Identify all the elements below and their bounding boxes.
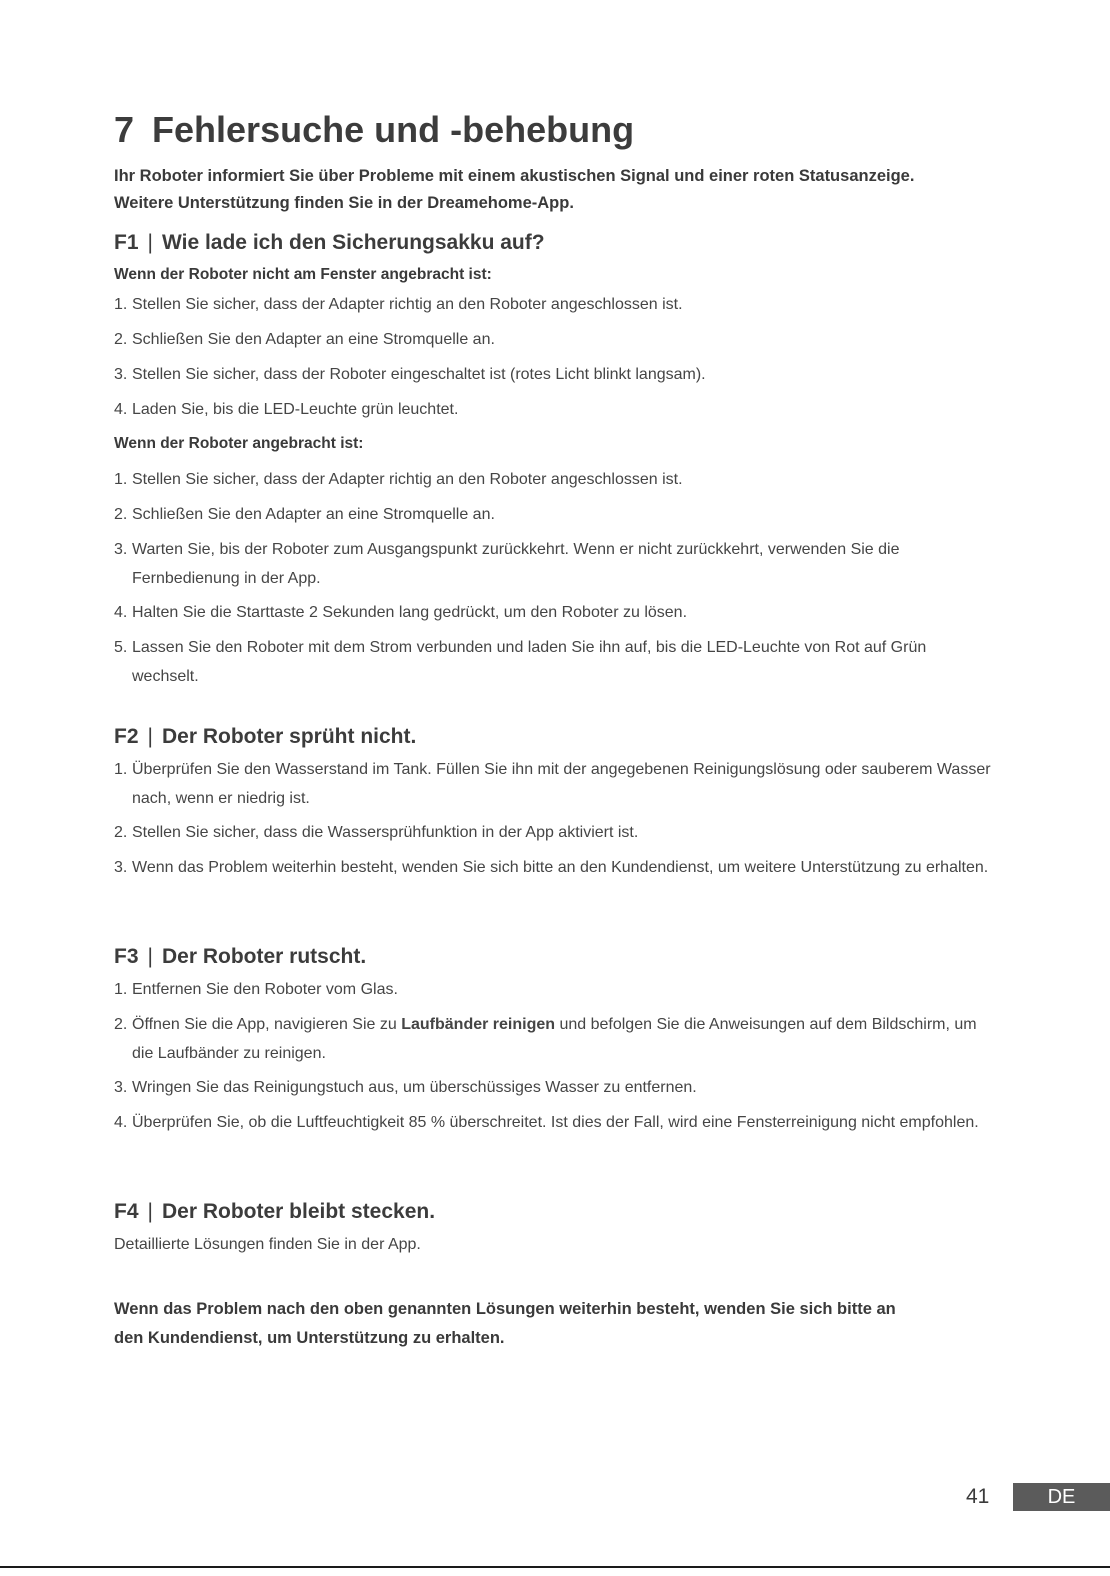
bottom-divider [0,1566,1110,1568]
item-number: 3. [114,366,128,383]
closing-line-1: Wenn das Problem nach den oben genannten Lösungen weiterhin besteht, wenden Sie sich bitte an [114,1300,896,1318]
item-number: 4. [114,1114,128,1131]
chapter-title [114,108,634,152]
item-text [132,1010,994,1068]
section-title: Der Roboter rutscht. [161,945,367,968]
item-number: 4. [114,604,128,621]
closing-note [114,1295,994,1353]
item-number: 3. [114,1079,128,1096]
f1-subheading-attached: Wenn der Roboter angebracht ist: [114,435,364,452]
list-item [114,1108,994,1137]
item-text-before: Öffnen Sie die App, navigieren Sie zu [132,1016,402,1033]
section-code: F2 [114,725,139,748]
list-item [114,395,994,424]
app-menu-reference: Laufbänder reinigen [401,1016,556,1033]
list-item [114,755,994,813]
list-item [114,465,994,494]
list-item [114,975,994,1004]
intro-line-2: Weitere Unterstützung finden Sie in der Dreamehome-App. [114,194,574,212]
item-number: 2. [114,1016,128,1033]
list-item [114,818,994,847]
item-text: Schließen Sie den Adapter an eine Stromquelle an. [132,331,495,348]
item-text: Halten Sie die Starttaste 2 Sekunden lang gedrückt, um den Roboter zu lösen. [132,604,688,621]
f1-subheading-detached: Wenn der Roboter nicht am Fenster angebracht ist: [114,266,492,283]
item-number: 1. [114,471,128,488]
list-item [114,535,994,593]
item-number: 2. [114,331,128,348]
intro-line-1: Ihr Roboter informiert Sie über Probleme mit einem akustischen Signal und einer roten Statusanzeige. [114,167,915,185]
list-item [114,360,994,389]
section-f2-heading [114,723,416,751]
f4-text: Detaillierte Lösungen finden Sie in der App. [114,1236,421,1253]
section-separator: | [147,231,153,254]
item-number: 2. [114,824,128,841]
item-text: Überprüfen Sie, ob die Luftfeuchtigkeit 85 % überschreitet. Ist dies der Fall, wird eine Fensterreinigung nicht empfohlen. [132,1114,979,1131]
section-separator: | [147,725,153,748]
list-item [114,325,994,354]
item-text: Stellen Sie sicher, dass der Adapter richtig an den Roboter angeschlossen ist. [132,471,683,488]
intro-text [114,163,994,217]
item-text: Warten Sie, bis der Roboter zum Ausgangspunkt zurückkehrt. Wenn er nicht zurückkehrt, verwenden Sie die Fernbedienung in der App. [132,541,900,587]
section-f4-heading [114,1198,435,1226]
chapter-title-text: Fehlersuche und -behebung [152,109,635,150]
item-text: Stellen Sie sicher, dass der Roboter eingeschaltet ist (rotes Licht blinkt langsam). [132,366,706,383]
list-item [114,633,994,691]
language-tab: DE [1013,1483,1110,1511]
list-item [114,1073,994,1102]
section-code: F1 [114,231,139,254]
item-text: Laden Sie, bis die LED-Leuchte grün leuchtet. [132,401,459,418]
item-number: 1. [114,761,128,778]
item-text: Schließen Sie den Adapter an eine Stromquelle an. [132,506,495,523]
list-item [114,853,994,882]
item-text: Stellen Sie sicher, dass der Adapter richtig an den Roboter angeschlossen ist. [132,296,683,313]
item-number: 1. [114,296,128,313]
section-code: F4 [114,1200,139,1223]
item-text: Überprüfen Sie den Wasserstand im Tank. Füllen Sie ihn mit der angegebenen Reinigungslösung oder sauberem Wasser nach, wenn er niedrig ist. [132,761,991,807]
item-number: 2. [114,506,128,523]
section-title: Wie lade ich den Sicherungsakku auf? [161,231,545,254]
item-text: Wenn das Problem weiterhin besteht, wenden Sie sich bitte an den Kundendienst, um weitere Unterstützung zu erhalten. [132,859,989,876]
section-separator: | [147,945,153,968]
item-text: Entfernen Sie den Roboter vom Glas. [132,981,398,998]
section-code: F3 [114,945,139,968]
item-text: Lassen Sie den Roboter mit dem Strom verbunden und laden Sie ihn auf, bis die LED-Leuchte von Rot auf Grün wechselt. [132,639,927,685]
section-title: Der Roboter sprüht nicht. [161,725,417,748]
section-separator: | [147,1200,153,1223]
item-number: 5. [114,639,128,656]
list-item [114,1010,994,1068]
item-text: Stellen Sie sicher, dass die Wassersprühfunktion in der App aktiviert ist. [132,824,639,841]
item-text: Wringen Sie das Reinigungstuch aus, um überschüssiges Wasser zu entfernen. [132,1079,697,1096]
page-number: 41 [966,1485,990,1508]
item-number: 1. [114,981,128,998]
list-item [114,290,994,319]
chapter-number: 7 [114,109,135,150]
item-number: 4. [114,401,128,418]
closing-line-2: den Kundendienst, um Unterstützung zu erhalten. [114,1329,505,1347]
item-number: 3. [114,541,128,558]
item-number: 3. [114,859,128,876]
list-item [114,598,994,627]
section-title: Der Roboter bleibt stecken. [161,1200,436,1223]
item-text-after: und befolgen Sie die Anweisungen auf dem Bildschirm, um die Laufbänder zu reinigen. [132,1016,977,1062]
section-f3-heading [114,943,366,971]
list-item [114,500,994,529]
section-f1-heading [114,229,545,257]
